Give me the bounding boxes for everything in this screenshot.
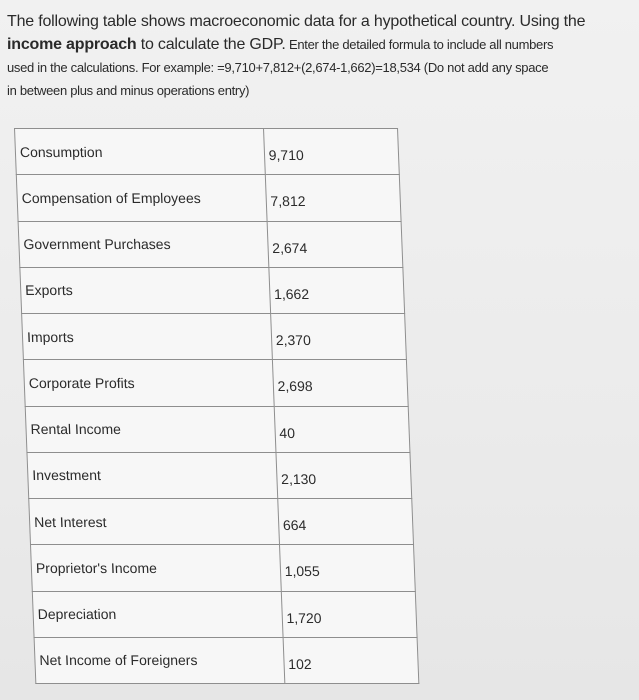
table-row [32,591,417,637]
table-row [15,129,400,175]
row-label: Investment [27,452,277,498]
table-row [34,637,419,683]
row-value: 1,055 [279,545,415,591]
row-label: Proprietor's Income [31,545,281,591]
row-value: 2,698 [272,360,408,406]
row-value: 9,710 [263,129,399,175]
table-row [25,406,410,452]
table-row [29,499,414,545]
row-label: Depreciation [32,591,282,637]
row-label: Compensation of Employees [16,175,266,221]
row-label: Net Interest [29,499,279,545]
question-line-3: used in the calculations. For example: =9,710+7,812+(2,674-1,662)=18,534 (Do not add any space [7,60,549,75]
row-value: 40 [274,406,410,452]
table-row [23,360,408,406]
macro-data-table [14,128,419,684]
question-text [7,10,635,102]
income-approach-emphasis: income approach [7,36,137,53]
table-row [31,545,416,591]
question-line-4: in between plus and minus operations entry) [7,83,250,98]
row-label: Government Purchases [18,221,268,267]
question-line-2-small: Enter the detailed formula to include all numbers [285,37,554,52]
table-row [18,221,403,267]
row-value: 664 [277,499,413,545]
row-value: 2,130 [276,452,412,498]
question-line-2 [7,33,635,56]
question-line-1: The following table shows macroeconomic data for a hypothetical country. Using the [7,13,586,30]
row-label: Exports [20,267,270,313]
table-row [22,314,407,360]
row-value: 102 [283,637,419,683]
row-value: 2,674 [267,221,403,267]
table-row [16,175,401,221]
row-label: Imports [22,314,272,360]
row-label: Consumption [15,129,265,175]
row-value: 1,662 [268,267,404,313]
table-row [27,452,412,498]
table-row [20,267,405,313]
row-value: 2,370 [270,314,406,360]
row-value: 1,720 [281,591,417,637]
row-label: Net Income of Foreigners [34,637,284,683]
row-label: Rental Income [25,406,275,452]
row-value: 7,812 [265,175,401,221]
data-table-wrapper [14,128,427,684]
row-label: Corporate Profits [23,360,273,406]
question-line-2-rest: to calculate the GDP. [136,36,286,53]
